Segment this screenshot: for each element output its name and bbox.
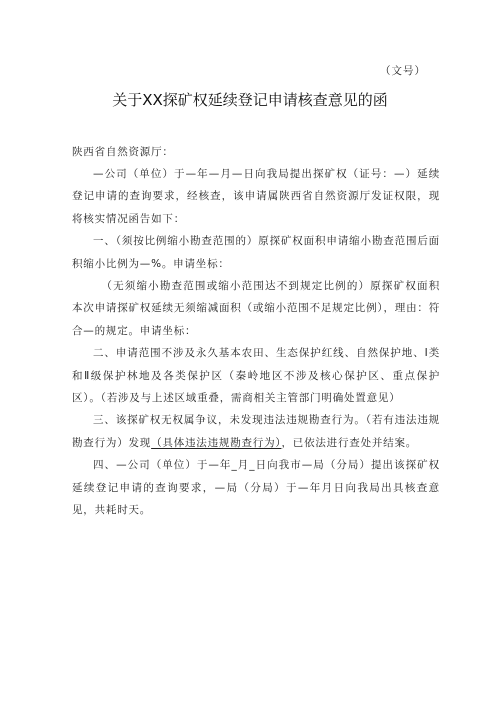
paragraph-item-4: 四、—公司（单位）于—年_月_日向我市—局（分局）提出该探矿权延续登记申请的查询要求，—局（分局）于—年月日向我局出具核查意见，共耗时天。 [72,459,440,517]
paragraph-item-3-end: ，已依法进行查处并结案。 [281,436,418,449]
document-number: （文号） [380,65,426,77]
paragraph-item-1: 一、（须按比例缩小勘查范围的）原探矿权面积申请缩小勘查范围后面积缩小比例为—%。申请坐标： [72,235,440,270]
document-title: 关于XX探矿权延续登记申请核查意见的函 [112,91,388,109]
recipient-line: 陕西省自然资源厅： [72,146,174,158]
paragraph-item-3-text: 三、该探矿权无权属争议，未发现违法违规勘查行为。（若有违法违规勘查行为）发现 [72,414,440,449]
letter-body [72,163,440,522]
paragraph-item-2: 二、申请范围不涉及永久基本农田、生态保护红线、自然保护地、Ⅰ类和Ⅱ级保护林地及各类保护区（秦岭地区不涉及核心保护区、重点保护区）。（若涉及与上述区域重叠，需商相关主管部门明确处置意见） [72,347,440,405]
paragraph-intro: —公司（单位）于—年—月—日向我局提出探矿权（证号：—）延续登记申请的查询要求，经核查，该申请属陕西省自然资源厅发证权限，现将核实情况函告如下： [72,168,440,225]
paragraph-item-3 [72,409,440,454]
violation-placeholder: （具体违法违规勘查行为） [151,436,282,449]
paragraph-item-1-alt: （无须缩小勘查范围或缩小范围达不到规定比例的）原探矿权面积本次申请探矿权延续无须缩减面积（或缩小范围不足规定比例），理由：符合—的规定。申请坐标： [72,280,440,337]
